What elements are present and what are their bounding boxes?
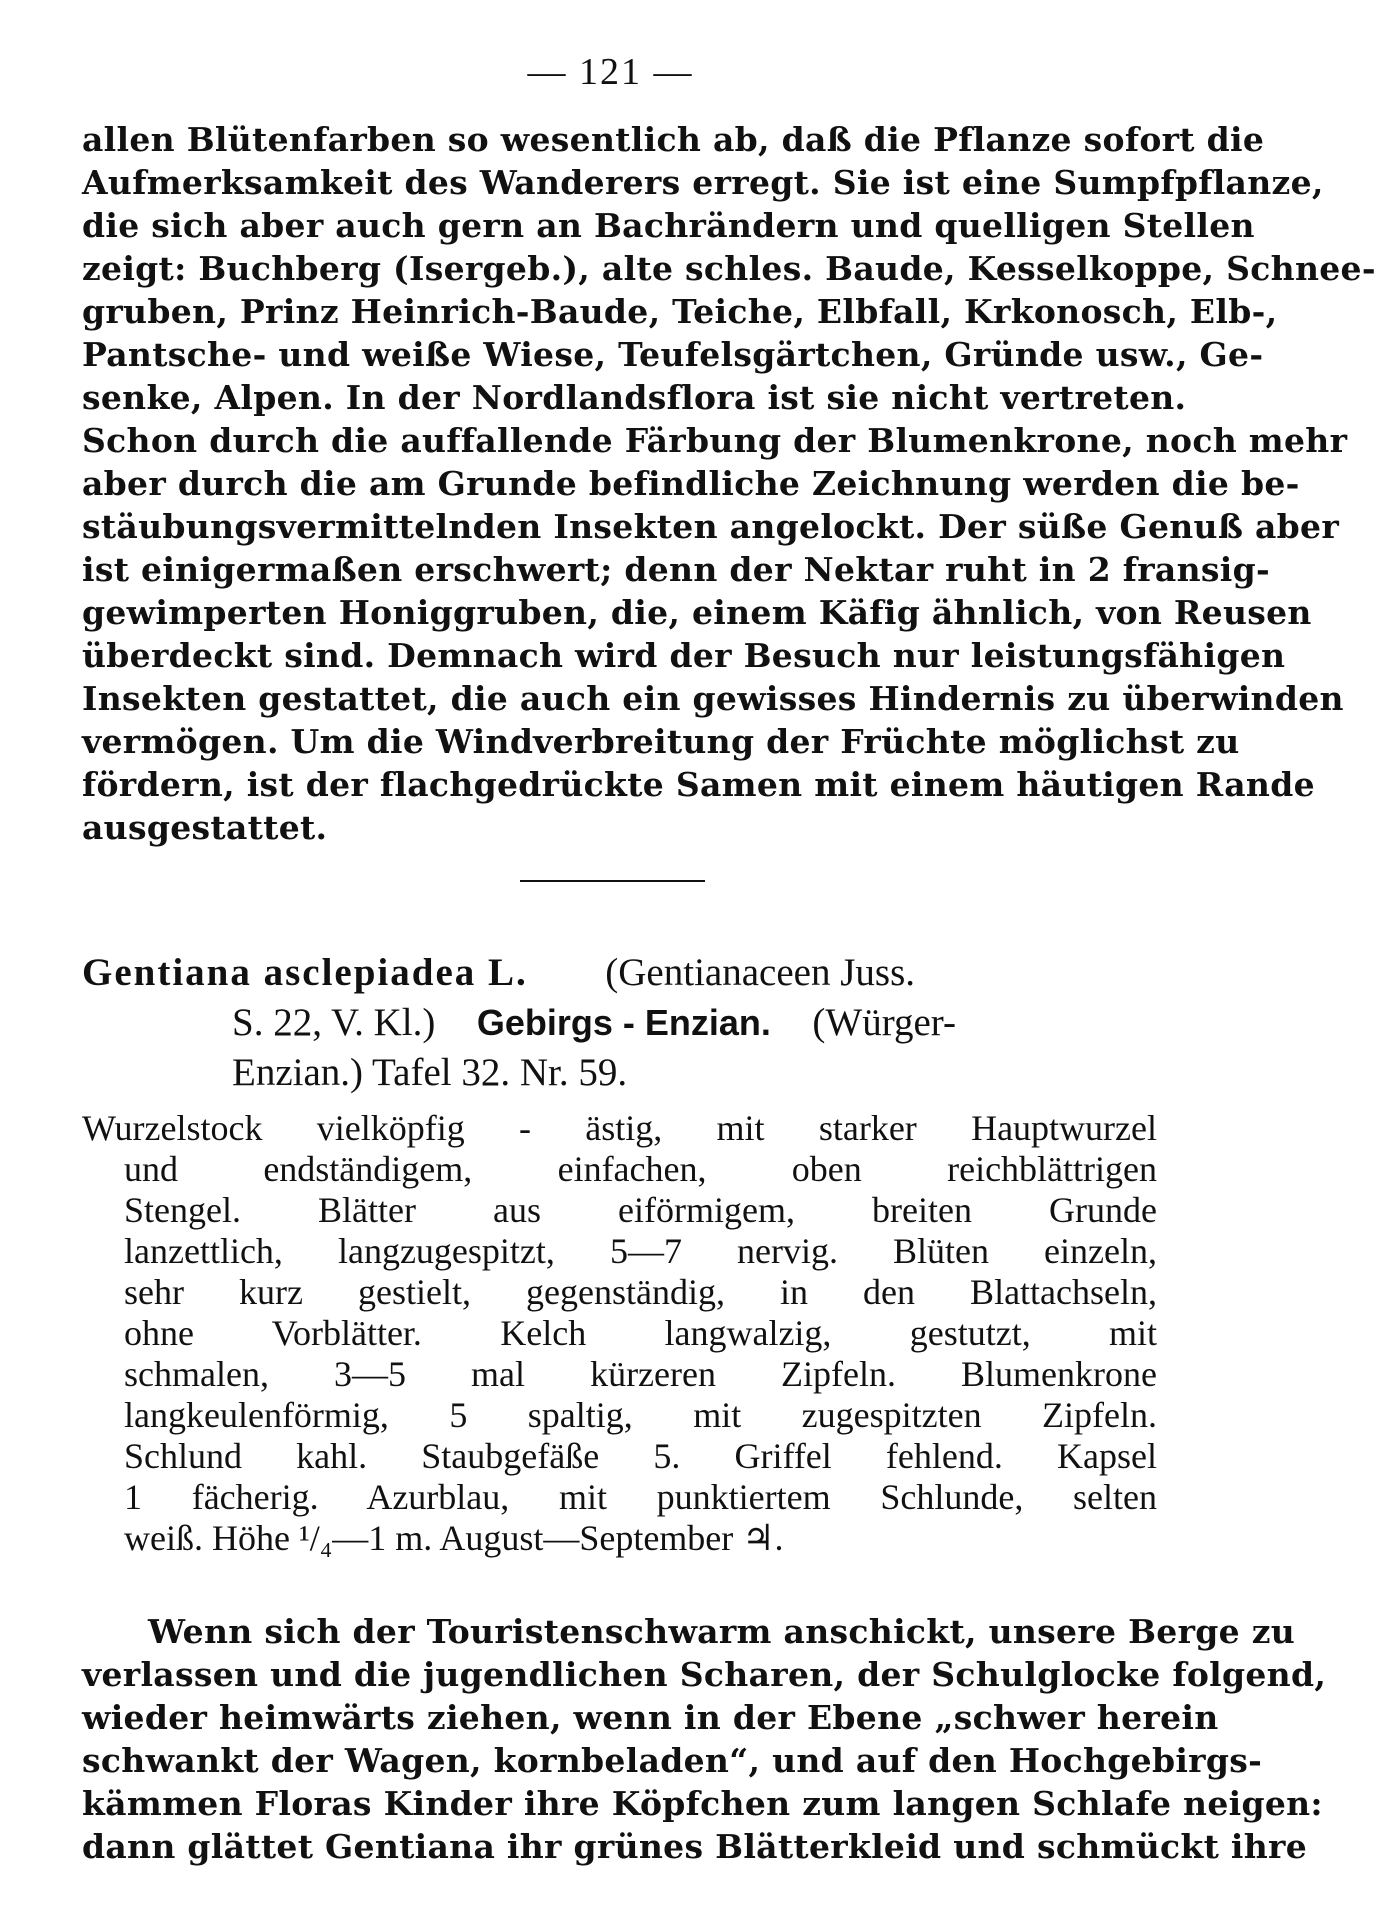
text-line: Wenn sich der Touristenschwarm anschickt, unsere Berge zu	[148, 1612, 1296, 1651]
text-line: gewimperten Honiggruben, die, einem Käfig ähnlich, von Reusen	[82, 593, 1312, 632]
text-line: die sich aber auch gern an Bachrändern und quelligen Stellen	[82, 206, 1255, 245]
species-heading	[82, 948, 1157, 1098]
text-line: Schlund kahl. Staubgefäße 5. Griffel fehlend. Kapsel	[124, 1436, 1157, 1476]
text-line: Stengel. Blätter aus eiförmigem, breiten Grunde	[124, 1190, 1157, 1230]
species-description	[82, 1108, 1157, 1559]
text-line: sehr kurz gestielt, gegenständig, in den Blattachseln,	[124, 1272, 1157, 1312]
text-line: Schon durch die auffallende Färbung der Blumenkrone, noch mehr	[82, 421, 1348, 460]
text-line: gruben, Prinz Heinrich-Baude, Teiche, Elbfall, Krkonosch, Elb-,	[82, 292, 1278, 331]
family-class: S. 22, V. Kl.)	[232, 1001, 436, 1044]
text-line: dann glättet Gentiana ihr grünes Blätterkleid und schmückt ihre	[82, 1827, 1308, 1866]
text-line: und endständigem, einfachen, oben reichblättrigen	[124, 1149, 1157, 1189]
text-line: stäubungsvermittelnden Insekten angelockt. Der süße Genuß aber	[82, 507, 1340, 546]
heading-line	[82, 948, 1157, 998]
text-line: langkeulenförmig, 5 spaltig, mit zugespitzten Zipfeln.	[124, 1395, 1157, 1435]
text-line: Aufmerksamkeit des Wanderers erregt. Sie ist eine Sumpfpflanze,	[82, 163, 1324, 202]
text-line: schwankt der Wagen, kornbeladen“, und auf den Hochgebirgs-	[82, 1741, 1263, 1780]
text-line: senke, Alpen. In der Nordlandsflora ist sie nicht vertreten.	[82, 378, 1187, 417]
section-divider	[520, 880, 705, 882]
text-line: ohne Vorblätter. Kelch langwalzig, gestutzt, mit	[124, 1313, 1157, 1353]
common-name: Gebirgs - Enzian.	[476, 1002, 771, 1043]
alternate-name: (Würger-	[812, 1001, 957, 1044]
text-line: Pantsche- und weiße Wiese, Teufelsgärtchen, Gründe usw., Ge-	[82, 335, 1264, 374]
page-number: — 121 —	[527, 51, 694, 93]
plate-reference: Enzian.) Tafel 32. Nr. 59.	[232, 1051, 628, 1094]
text-line: schmalen, 3—5 mal kürzeren Zipfeln. Blumenkrone	[124, 1354, 1157, 1394]
text-line: ist einigermaßen erschwert; denn der Nektar ruht in 2 fransig-	[82, 550, 1270, 589]
text-line: weiß. Höhe ¹/₄—1 m. August—September ♃.	[124, 1518, 784, 1558]
text-line: kämmen Floras Kinder ihre Köpfchen zum langen Schlafe neigen:	[82, 1784, 1323, 1823]
text-line: Wurzelstock vielköpfig - ästig, mit starker Hauptwurzel	[82, 1108, 1157, 1148]
text-line: verlassen und die jugendlichen Scharen, der Schulglocke folgend,	[82, 1655, 1327, 1694]
text-line: überdeckt sind. Demnach wird der Besuch nur leistungsfähigen	[82, 636, 1286, 675]
text-line: zeigt: Buchberg (Isergeb.), alte schles. Baude, Kesselkoppe, Schnee-	[82, 249, 1376, 288]
paragraph-blooming-notes	[82, 118, 1376, 849]
text-line: Insekten gestattet, die auch ein gewisses Hindernis zu überwinden	[82, 679, 1344, 718]
heading-line	[82, 998, 1157, 1048]
paragraph-autumn-notes	[82, 1610, 1327, 1868]
text-line: lanzettlich, langzugespitzt, 5—7 nervig. Blüten einzeln,	[124, 1231, 1157, 1271]
heading-line	[82, 1048, 1157, 1098]
text-line: wieder heimwärts ziehen, wenn in der Ebene „schwer herein	[82, 1698, 1219, 1737]
text-line: aber durch die am Grunde befindliche Zeichnung werden die be-	[82, 464, 1300, 503]
family-name: (Gentianaceen Juss.	[605, 951, 915, 994]
text-line: allen Blütenfarben so wesentlich ab, daß die Pflanze sofort die	[82, 120, 1265, 159]
text-line: fördern, ist der flachgedrückte Samen mit einem häutigen Rande	[82, 765, 1315, 804]
text-line: ausgestattet.	[82, 808, 328, 847]
species-name: Gentiana asclepiadea L.	[82, 951, 528, 994]
text-line: vermögen. Um die Windverbreitung der Früchte möglichst zu	[82, 722, 1240, 761]
text-line: 1 fächerig. Azurblau, mit punktiertem Schlunde, selten	[124, 1477, 1157, 1517]
